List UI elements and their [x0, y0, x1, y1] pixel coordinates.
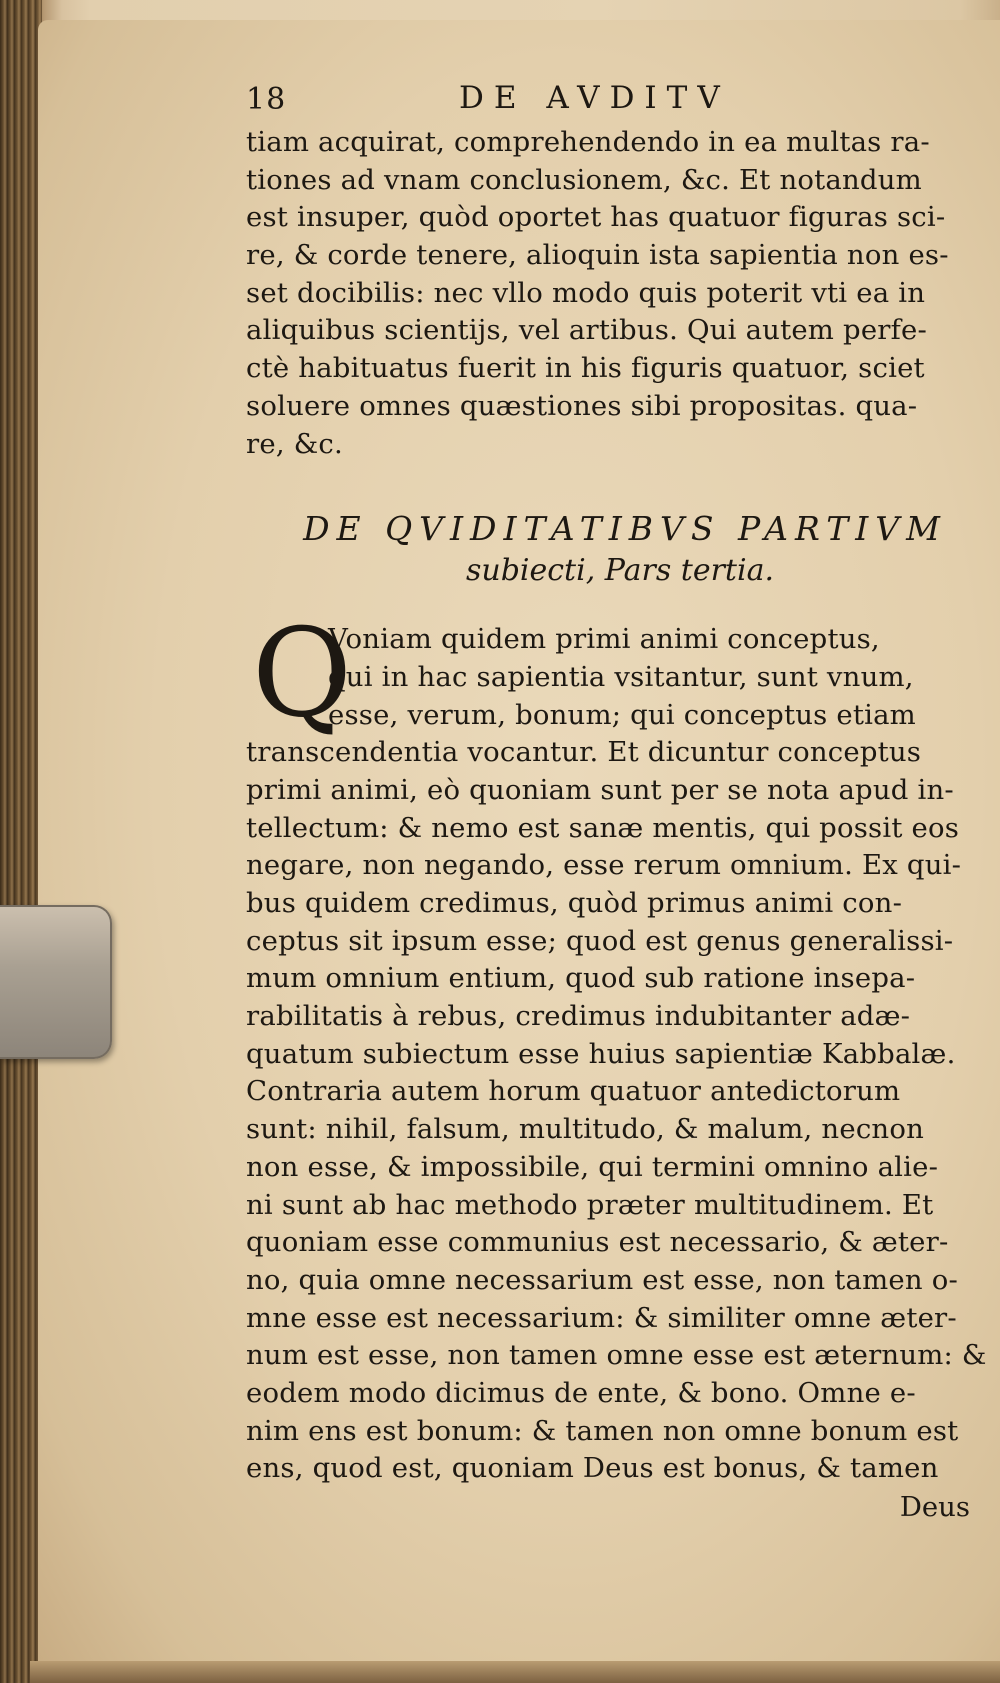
text-line: Voniam quidem primi animi conceptus, — [328, 623, 880, 656]
text-line: est insuper, quòd oportet has quatuor figuras sci- — [246, 201, 946, 234]
text-line: quatum subiectum esse huius sapientiæ Kabbalæ. — [246, 1037, 956, 1070]
text-line: Contraria autem horum quatuor antedictorum — [246, 1075, 901, 1108]
drop-cap: Q — [252, 602, 353, 745]
page-clip — [0, 905, 112, 1059]
section-heading-subtitle: subiecti, Pars tertia. — [465, 553, 774, 589]
text-line: ens, quod est, quoniam Deus est bonus, & tamen — [246, 1452, 939, 1485]
book-binding-edge — [0, 0, 42, 1683]
text-line: re, &c. — [246, 427, 343, 460]
text-line: eodem modo dicimus de ente, & bono. Omne e- — [246, 1376, 916, 1409]
drop-cap-block — [246, 602, 974, 745]
text-line: non esse, & impossibile, qui termini omnino alie- — [246, 1150, 939, 1183]
text-line: num est esse, non tamen omne esse est æternum: & — [246, 1339, 987, 1372]
page-number: 18 — [246, 82, 287, 117]
text-line: re, & corde tenere, alioquin ista sapientia non es- — [246, 239, 949, 272]
text-line: transcendentia vocantur. Et dicuntur conceptus — [246, 736, 922, 769]
text-block — [246, 78, 987, 1526]
text-line: qui in hac sapientia vsitantur, sunt vnum, — [328, 660, 914, 693]
text-line: bus quidem credimus, quòd primus animi con- — [246, 887, 903, 919]
text-line: ni sunt ab hac methodo præter multitudinem. Et — [246, 1188, 934, 1221]
text-line: quoniam esse communius est necessario, & æter- — [246, 1226, 949, 1259]
text-line: aliquibus scientijs, vel artibus. Qui autem perfe- — [246, 314, 927, 347]
top-paragraph — [246, 124, 974, 463]
text-line: mum omnium entium, quod sub ratione insepa- — [246, 962, 916, 995]
running-head — [246, 78, 974, 124]
text-line: esse, verum, bonum; qui conceptus etiam — [328, 698, 916, 731]
text-line: mne esse est necessarium: & similiter omne æter- — [246, 1301, 957, 1334]
section-heading — [246, 509, 974, 593]
text-line: no, quia omne necessarium est esse, non tamen o- — [246, 1263, 958, 1296]
section-paragraph — [246, 602, 987, 1488]
text-line: sunt: nihil, falsum, multitudo, & malum, necnon — [246, 1113, 924, 1146]
page-bottom-edge — [30, 1661, 1000, 1683]
text-line: soluere omnes quæstiones sibi propositas. qua- — [246, 389, 918, 422]
text-line: nim ens est bonum: & tamen non omne bonum est — [246, 1414, 959, 1447]
text-line: set docibilis: nec vllo modo quis poterit vti ea in — [246, 276, 926, 309]
text-line: rabilitatis à rebus, credimus indubitanter adæ- — [246, 1000, 911, 1033]
text-line: tiones ad vnam conclusionem, &c. Et notandum — [246, 163, 922, 196]
running-title: DE AVDITV — [459, 80, 730, 116]
catchword: Deus — [899, 1491, 970, 1523]
text-line: ceptus sit ipsum esse; quod est genus generalissi- — [246, 924, 954, 957]
text-line: tellectum: & nemo est sanæ mentis, qui possit eos — [246, 811, 960, 844]
text-line: negare, non negando, esse rerum omnium. Ex qui- — [246, 849, 962, 882]
section-heading-title: DE QVIDITATIBVS PARTIVM — [303, 509, 947, 549]
text-line: ctè habituatus fuerit in his figuris quatuor, sciet — [246, 352, 925, 385]
text-line: tiam acquirat, comprehendendo in ea multas ra- — [246, 126, 930, 158]
text-line: primi animi, eò quoniam sunt per se nota apud in- — [246, 773, 954, 806]
